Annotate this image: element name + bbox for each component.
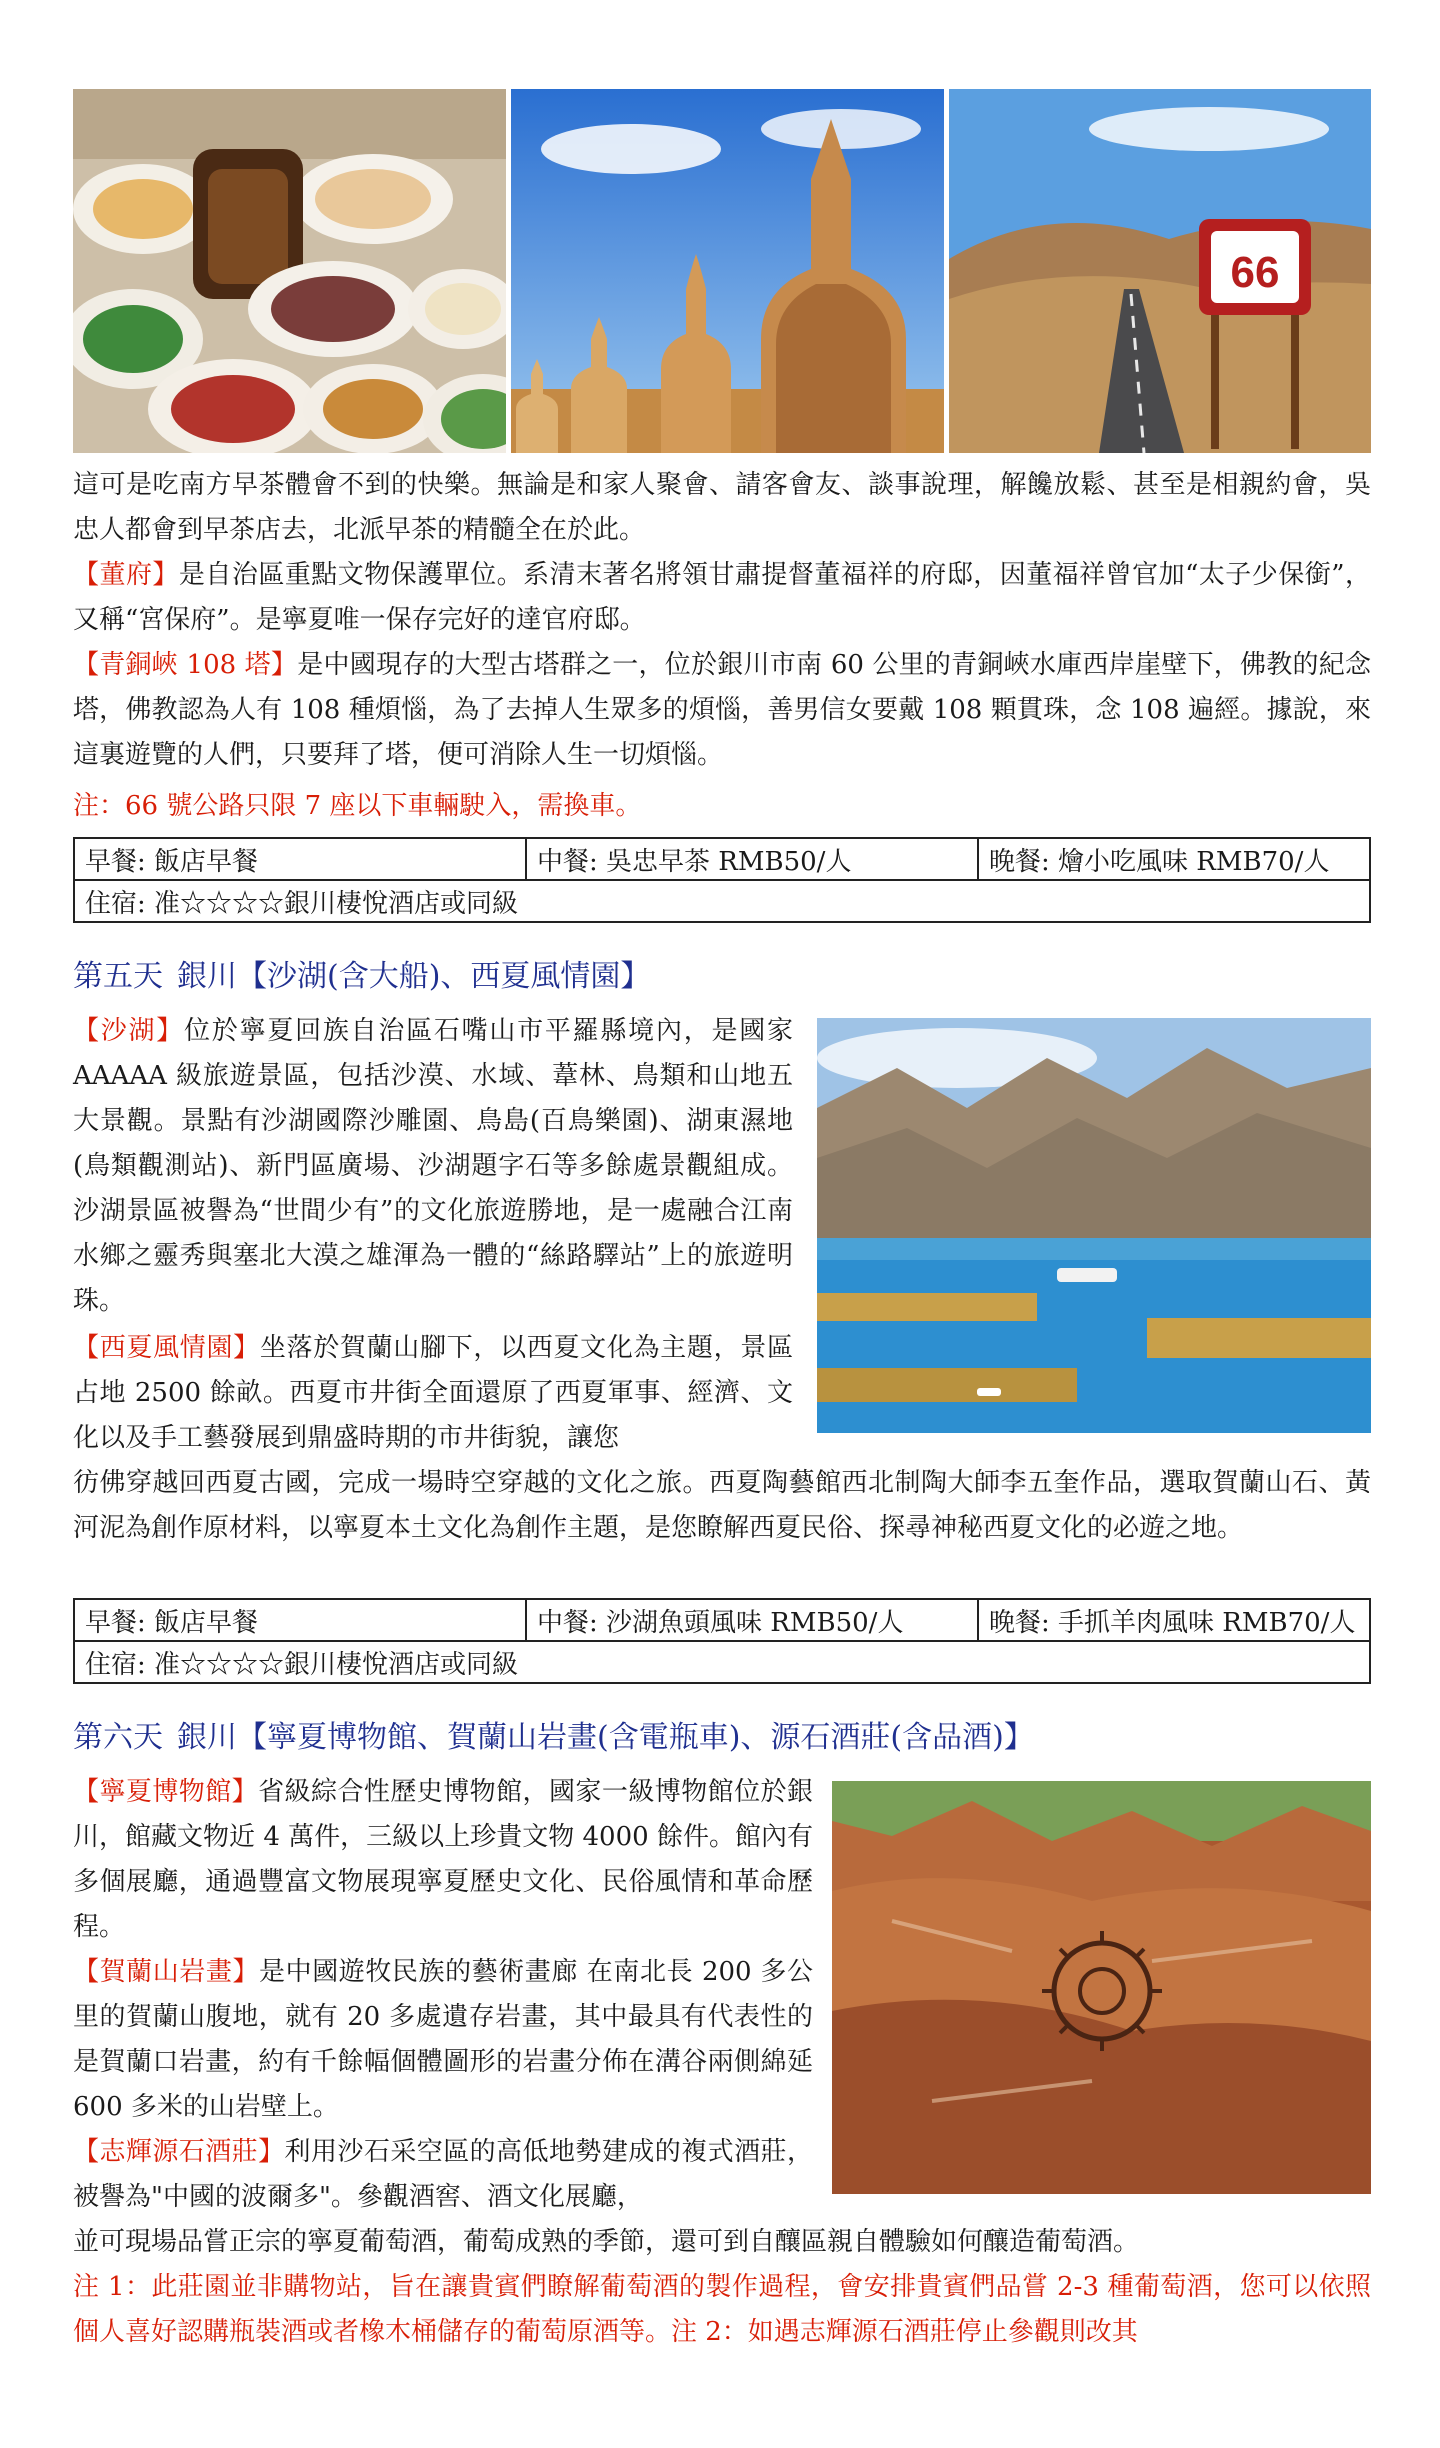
intro-paragraph: [73, 463, 1371, 553]
pagoda-tag: 【青銅峽 108 塔】: [73, 650, 298, 680]
xixia-tag: 【西夏風情園】: [73, 1333, 260, 1363]
xixia-cont-text: 彷佛穿越回西夏古國，完成一場時空穿越的文化之旅。西夏陶藝館西北制陶大師李五奎作品，選取賀蘭山石、黃河泥為創作原材料，以寧夏本土文化為創作主題，是您瞭解西夏民俗、探尋神秘西夏文化的必遊之地。: [73, 1468, 1371, 1543]
road-sign-number: 66: [1230, 248, 1280, 297]
meals-table-day5: [73, 1598, 1371, 1684]
museum-text: 省級綜合性歷史博物館，國家一級博物館位於銀川，館藏文物近 4 萬件，三級以上珍貴文物 4000 餘件。館內有多個展廳，通過豐富文物展現寧夏歷史文化、民俗風情和革命歷程。: [73, 1777, 813, 1942]
day5-heading: [73, 955, 650, 999]
dinner-cell: 晚餐: 手抓羊肉風味 RMB70/人: [978, 1599, 1370, 1641]
road-66-note: 注：66 號公路只限 7 座以下車輛駛入，需換車。: [73, 791, 642, 821]
helanshan-rock-painting-photo: [832, 1781, 1371, 2194]
winery-continued: [73, 2220, 1371, 2265]
lunch-cell: 中餐: 吳忠早茶 RMB50/人: [526, 838, 978, 880]
meals-row: [74, 838, 1370, 880]
shahu-text: 位於寧夏回族自治區石嘴山市平羅縣境內，是國家 AAAAA 級旅遊景區，包括沙漠、水域、葦林、鳥類和山地五大景觀。景點有沙湖國際沙雕園、鳥島(百鳥樂園)、湖東濕地(鳥類觀測站)、新門區廣場、沙湖題字石等多餘處景觀組成。沙湖景區被譽為“世間少有”的文化旅遊勝地，是一處融合江南水鄉之靈秀與塞北大漠之雄渾為一體的“絲路驛站”上的旅遊明珠。: [73, 1016, 793, 1316]
day6-heading: [73, 1716, 1034, 1760]
shahu-paragraph: [73, 1009, 793, 1324]
xixia-paragraph: [73, 1326, 793, 1461]
highway-66-photo: [949, 89, 1371, 453]
rock-painting-tag: 【賀蘭山岩畫】: [73, 1957, 260, 1987]
winery-tag: 【志輝源石酒莊】: [73, 2137, 285, 2167]
qingtongxia-108-pagodas-photo: [511, 89, 944, 453]
shahu-lake-photo: [817, 1018, 1371, 1433]
hotel-row: [74, 1641, 1370, 1683]
day6-day: 第六天: [73, 1720, 163, 1755]
hotel-cell: 住宿: 准☆☆☆☆銀川棲悅酒店或同級: [74, 1641, 1370, 1683]
museum-paragraph: [73, 1770, 813, 1950]
lunch-cell: 中餐: 沙湖魚頭風味 RMB50/人: [526, 1599, 978, 1641]
dongfu-tag: 【董府】: [73, 560, 179, 590]
meals-table-day4: [73, 837, 1371, 923]
day6-title: 【寧夏博物館、賀蘭山岩畫(含電瓶車)、源石酒莊(含品酒)】: [237, 1720, 1034, 1755]
day5-title: 【沙湖(含大船)、西夏風情園】: [237, 959, 651, 994]
breakfast-cell: 早餐: 飯店早餐: [74, 838, 526, 880]
day6-city: 銀川: [177, 1720, 237, 1755]
museum-tag: 【寧夏博物館】: [73, 1777, 259, 1807]
intro-text: 這可是吃南方早茶體會不到的快樂。無論是和家人聚會、請客會友、談事說理，解饞放鬆、甚至是相親約會，吳忠人都會到早茶店去，北派早茶的精髓全在於此。: [73, 470, 1371, 545]
winery-text: 利用沙石采空區的高低地勢建成的複式酒莊，被譽為"中國的波爾多"。參觀酒窖、酒文化展廳，: [73, 2137, 813, 2212]
breakfast-photo: [73, 89, 506, 453]
rock-painting-paragraph: [73, 1950, 813, 2130]
xixia-continued: [73, 1461, 1371, 1551]
day5-city: 銀川: [177, 959, 237, 994]
hotel-row: [74, 880, 1370, 922]
day5-day: 第五天: [73, 959, 163, 994]
winery-note: 注 1：此莊園並非購物站，旨在讓貴賓們瞭解葡萄酒的製作過程，會安排貴賓們品嘗 2-3 種葡萄酒，您可以依照個人喜好認購瓶裝酒或者橡木桶儲存的葡萄原酒等。注 2：如遇志輝源石酒莊停止參觀則改其: [73, 2272, 1371, 2347]
dongfu-paragraph: [73, 553, 1371, 643]
pagoda-text: 是中國現存的大型古塔群之一，位於銀川市南 60 公里的青銅峽水庫西岸崖壁下，佛教的紀念塔，佛教認為人有 108 種煩惱，為了去掉人生眾多的煩惱，善男信女要戴 108 顆貫珠，念 108 遍經。據說，來這裏遊覽的人們，只要拜了塔，便可消除人生一切煩惱。: [73, 650, 1371, 770]
dinner-cell: 晚餐: 燴小吃風味 RMB70/人: [978, 838, 1370, 880]
winery-cont-text: 並可現場品嘗正宗的寧夏葡萄酒，葡萄成熟的季節，還可到自釀區親自體驗如何釀造葡萄酒。: [73, 2227, 1140, 2257]
shahu-tag: 【沙湖】: [73, 1016, 185, 1046]
dongfu-text: 是自治區重點文物保護單位。系清末著名將領甘肅提督董福祥的府邸，因董福祥曾官加“太子少保銜”，又稱“宮保府”。是寧夏唯一保存完好的達官府邸。: [73, 560, 1371, 635]
hotel-cell: 住宿: 准☆☆☆☆銀川棲悅酒店或同級: [74, 880, 1370, 922]
meals-row: [74, 1599, 1370, 1641]
winery-paragraph: [73, 2130, 813, 2220]
rock-painting-text: 是中國遊牧民族的藝術畫廊 在南北長 200 多公里的賀蘭山腹地，就有 20 多處遺存岩畫，其中最具有代表性的是賀蘭口岩畫，約有千餘幅個體圖形的岩畫分佈在溝谷兩側綿延 600 多米的山岩壁上。: [73, 1957, 813, 2122]
pagoda-paragraph: [73, 643, 1371, 778]
xixia-text: 坐落於賀蘭山腳下，以西夏文化為主題，景區占地 2500 餘畝。西夏市井街全面還原了西夏軍事、經濟、文化以及手工藝發展到鼎盛時期的市井街貌，讓您: [73, 1333, 793, 1453]
breakfast-cell: 早餐: 飯店早餐: [74, 1599, 526, 1641]
